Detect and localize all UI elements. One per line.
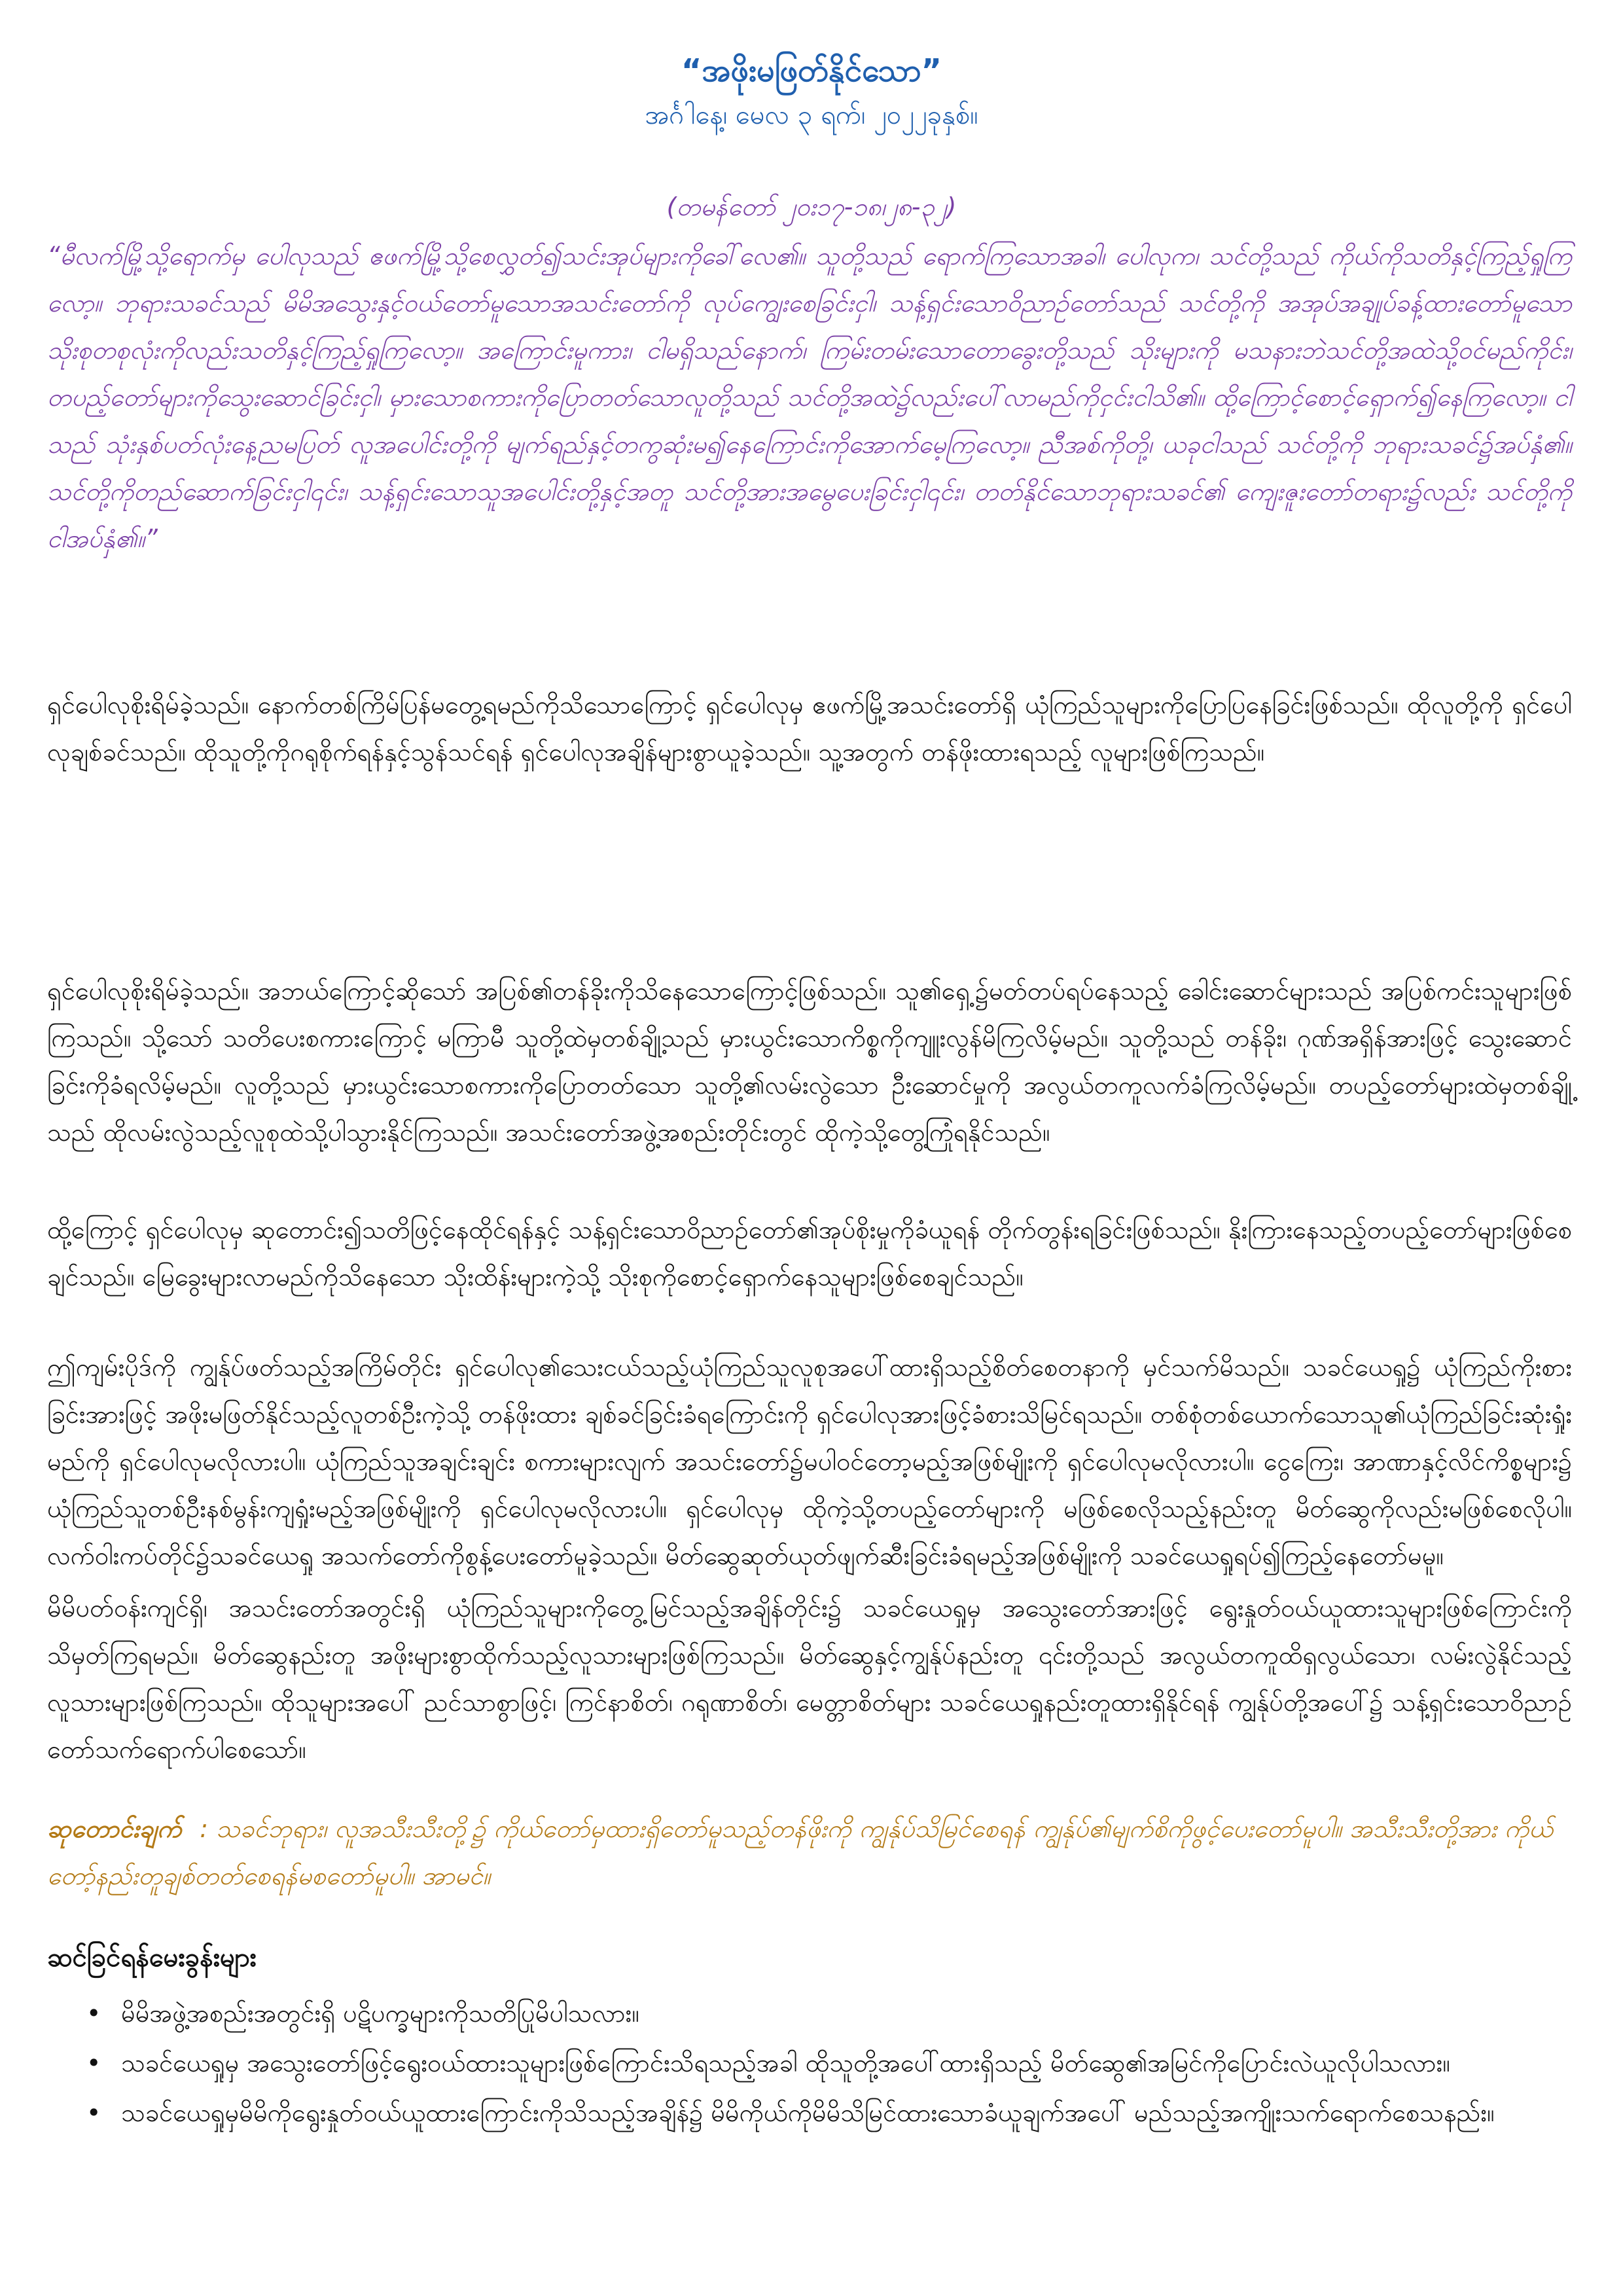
bullet-icon: •	[86, 2049, 101, 2077]
body-paragraph: မိမိပတ်ဝန်းကျင်ရှိ၊ အသင်းတော်အတွင်းရှိ ယုံကြည်သူများကိုတွေ့မြင်သည့်အချိန်တိုင်း၌ သခင်ယေရှုမှ အသွေးတော်အားဖြင့် ရွေးနှုတ်ဝယ်ယူထားသူများဖြစ်ကြောင်းကို သိမှတ်ကြရမည်။ မိတ်ဆွေနည်းတူ အဖိုးများစွာထိုက်သည့်လူသားများဖြစ်ကြသည်။ မိတ်ဆွေနှင့်ကျွန်ုပ်နည်းတူ ၎င်းတို့သည် အလွယ်တကူထိရှလွယ်သော၊ လမ်းလွဲနိုင်သည့်လူသားများဖြစ်ကြသည်။ ထိုသူများအပေါ် ညင်သာစွာဖြင့်၊ ကြင်နာစိတ်၊ ဂရုဏာစိတ်၊ မေတ္တာစိတ်များ သခင်ယေရှုနည်းတူထားရှိနိုင်ရန် ကျွန်ုပ်တို့အပေါ်၌ သန့်ရှင်းသောဝိညာဉ်တော်သက်ရောက်ပါစေသော်။	[47, 1594, 1572, 1764]
list-item	[47, 1990, 1572, 2037]
document-date: အင်္ဂါနေ့၊ မေလ ၃ ရက်၊ ၂၀၂၂ခုနှစ်။	[645, 100, 978, 130]
questions-heading: ဆင်ခြင်ရန်မေးခွန်းများ	[47, 1943, 257, 1973]
scripture-reference: (တမန်တော် ၂၀း၁၇-၁၈၊၂၈-၃၂)	[666, 192, 957, 221]
document-title: “အဖိုးမဖြတ်နိုင်သော”	[681, 52, 942, 89]
body-paragraph: ထို့ကြောင့် ရှင်ပေါလုမှ ဆုတောင်း၍သတိဖြင့်နေထိုင်ရန်နှင့် သန့်ရှင်းသောဝိညာဉ်တော်၏အုပ်စိုးမှုကိုခံယူရန် တိုက်တွန်းရခြင်းဖြစ်သည်။ နိုးကြားနေသည့်တပည့်တော်များဖြစ်စေချင်သည်။ မြေခွေးများလာမည်ကိုသိနေသော သိုးထိန်းများကဲ့သို့ သိုးစုကိုစောင့်ရှောက်နေသူများဖြစ်စေချင်သည်။	[47, 1215, 1572, 1291]
body-paragraph: ရှင်ပေါလုစိုးရိမ်ခဲ့သည်။ အဘယ်ကြောင့်ဆိုသော် အပြစ်၏တန်ခိုးကိုသိနေသောကြောင့်ဖြစ်သည်။ သူ၏ရှေ့၌မတ်တပ်ရပ်နေသည့် ခေါင်းဆောင်များသည် အပြစ်ကင်းသူများဖြစ်ကြသည်။ သို့သော် သတိပေးစကားကြောင့် မကြာမီ သူတို့ထဲမှတစ်ချို့သည် မှားယွင်းသောကိစ္စကိုကျူးလွန်မိကြလိမ့်မည်။ သူတို့သည် တန်ခိုး၊ ဂုဏ်အရှိန်အားဖြင့် သွေးဆောင်ခြင်းကိုခံရလိမ့်မည်။ လူတို့သည် မှားယွင်းသောစကားကိုပြောတတ်သော သူတို့၏လမ်းလွဲသော ဦးဆောင်မှုကို အလွယ်တကူလက်ခံကြလိမ့်မည်။ တပည့်တော်များထဲမှတစ်ချို့သည် ထိုလမ်းလွဲသည့်လူစုထဲသို့ပါသွားနိုင်ကြသည်။ အသင်းတော်အဖွဲ့အစည်းတိုင်းတွင် ထိုကဲ့သို့တွေ့ကြုံရနိုင်သည်။	[47, 977, 1572, 1147]
prayer-block	[47, 1805, 1572, 1899]
list-item	[47, 2089, 1572, 2136]
question-text: သခင်ယေရှုမှ အသွေးတော်ဖြင့်ရွေးဝယ်ထားသူများဖြစ်ကြောင်းသိရသည့်အခါ ထိုသူတို့အပေါ်ထားရှိသည့် မိတ်ဆွေ၏အမြင်ကိုပြောင်းလဲယူလိုပါသလား။	[121, 2049, 1450, 2077]
bullet-icon: •	[86, 2098, 101, 2127]
list-item	[47, 2039, 1572, 2087]
question-text: မိမိအဖွဲ့အစည်းအတွင်းရှိ ပဋိပက္ခများကိုသတိပြုမိပါသလား။	[121, 1999, 639, 2028]
body-paragraph: ဤကျမ်းပိုဒ်ကို ကျွန်ုပ်ဖတ်သည့်အကြိမ်တိုင်း ရှင်ပေါလု၏သေးငယ်သည့်ယုံကြည်သူလူစုအပေါ်ထားရှိသည့်စိတ်စေတနာကို မှင်သက်မိသည်။ သခင်ယေရှု၌ ယုံကြည်ကိုးစားခြင်းအားဖြင့် အဖိုးမဖြတ်နိုင်သည့်လူတစ်ဦးကဲ့သို့ တန်ဖိုးထား ချစ်ခင်ခြင်းခံရကြောင်းကို ရှင်ပေါလုအားဖြင့်ခံစားသိမြင်ရသည်။ တစ်စုံတစ်ယောက်သောသူ၏ယုံကြည်ခြင်းဆုံးရှုံးမည်ကို ရှင်ပေါလုမလိုလားပါ။ ယုံကြည်သူအချင်းချင်း စကားများလျက် အသင်းတော်၌မပါဝင်တော့မည့်အဖြစ်မျိုးကို ရှင်ပေါလုမလိုလားပါ။ ငွေကြေး၊ အာဏာနှင့်လိင်ကိစ္စများ၌ ယုံကြည်သူတစ်ဦးနစ်မွန်းကျရှုံးမည့်အဖြစ်မျိုးကို ရှင်ပေါလုမလိုလားပါ။ ရှင်ပေါလုမှ ထိုကဲ့သို့တပည့်တော်များကို မဖြစ်စေလိုသည့်နည်းတူ မိတ်ဆွေကိုလည်းမဖြစ်စေလိုပါ။ လက်ဝါးကပ်တိုင်၌သခင်ယေရှု အသက်တော်ကိုစွန့်ပေးတော်မူခဲ့သည်။ မိတ်ဆွေဆုတ်ယုတ်ဖျက်ဆီးခြင်းခံရမည့်အဖြစ်မျိုးကို သခင်ယေရှုရပ်၍ကြည့်နေတော်မမူ။	[47, 1353, 1572, 1570]
prayer-text: : သခင်ဘုရား၊ လူအသီးသီးတို့၌ ကိုယ်တော်မှထားရှိတော်မူသည့်တန်ဖိုးကို ကျွန်ုပ်သိမြင်စေရန် ကျွန်ုပ်၏မျက်စိကိုဖွင့်ပေးတော်မူပါ။ အသီးသီးတို့အား ကိုယ်တော့်နည်းတူချစ်တတ်စေရန်မစတော်မူပါ။ အာမင်။	[47, 1814, 1554, 1890]
body-paragraph: ရှင်ပေါလုစိုးရိမ်ခဲ့သည်။ နောက်တစ်ကြိမ်ပြန်မတွေ့ရမည်ကိုသိသောကြောင့် ရှင်ပေါလုမှ ဧဖက်မြို့အသင်းတော်ရှိ ယုံကြည်သူများကိုပြောပြနေခြင်းဖြစ်သည်။ ထိုလူတို့ကို ရှင်ပေါလုချစ်ခင်သည်။ ထိုသူတို့ကိုဂရုစိုက်ရန်နှင့်သွန်သင်ရန် ရှင်ပေါလုအချိန်များစွာယူခဲ့သည်။ သူ့အတွက် တန်ဖိုးထားရသည့် လူများဖြစ်ကြသည်။	[47, 691, 1572, 766]
bullet-icon: •	[86, 1999, 101, 2028]
question-text: သခင်ယေရှုမှမိမိကိုရွေးနှုတ်ဝယ်ယူထားကြောင်းကိုသိသည့်အချိန်၌ မိမိကိုယ်ကိုမိမိသိမြင်ထားသောခံယူချက်အပေါ် မည်သည့်အကျိုးသက်ရောက်စေသနည်း။	[121, 2098, 1495, 2127]
prayer-label: ဆုတောင်းချက်	[47, 1814, 182, 1843]
questions-list	[47, 1990, 1572, 2139]
scripture-text: “မီလက်မြို့သို့ရောက်မှ ပေါလုသည် ဧဖက်မြို့သို့စေလွှတ်၍သင်းအုပ်များကိုခေါ်လေ၏။ သူတို့သည် ရောက်ကြသောအခါ၊ ပေါလုက၊ သင်တို့သည် ကိုယ်ကိုသတိနှင့်ကြည့်ရှုကြလော့။ ဘုရားသခင်သည် မိမိအသွေးနှင့်ဝယ်တော်မူသောအသင်းတော်ကို လုပ်ကျွေးစေခြင်းငှါ၊ သန့်ရှင်းသောဝိညာဉ်တော်သည် သင်တို့ကို အအုပ်အချုပ်ခန့်ထားတော်မူသော သိုးစုတစုလုံးကိုလည်းသတိနှင့်ကြည့်ရှုကြလော့။ အကြောင်းမူကား၊ ငါမရှိသည်နောက်၊ ကြမ်းတမ်းသောတောခွေးတို့သည် သိုးများကို မသနားဘဲသင်တို့အထဲသို့ဝင်မည်ကိုင်း၊ တပည့်တော်များကိုသွေးဆောင်ခြင်းငှါ၊ မှားသောစကားကိုပြောတတ်သောလူတို့သည် သင်တို့အထဲ၌လည်းပေါ်လာမည်ကိုငှင်းငါသိ၏။ ထို့ကြောင့်စောင့်ရှောက်၍နေကြလော့။ ငါသည် သုံးနှစ်ပတ်လုံးနေ့ညမပြတ် လူအပေါင်းတို့ကို မျက်ရည်နှင့်တကွဆုံးမ၍နေကြောင်းကိုအောက်မေ့ကြလော့။ ညီအစ်ကိုတို့၊ ယခုငါသည် သင်တို့ကို ဘုရားသခင်၌အပ်နှံ၏။ သင်တို့ကိုတည်ဆောက်ခြင်းငှါ၎င်း၊ သန့်ရှင်းသောသူအပေါင်းတို့နှင့်အတူ သင်တို့အားအမွေပေးခြင်းငှါ၎င်း၊ တတ်နိုင်သောဘုရားသခင်၏ ကျေးဇူးတော်တရား၌လည်း သင်တို့ကိုငါအပ်နှံ၏။”	[47, 242, 1572, 553]
